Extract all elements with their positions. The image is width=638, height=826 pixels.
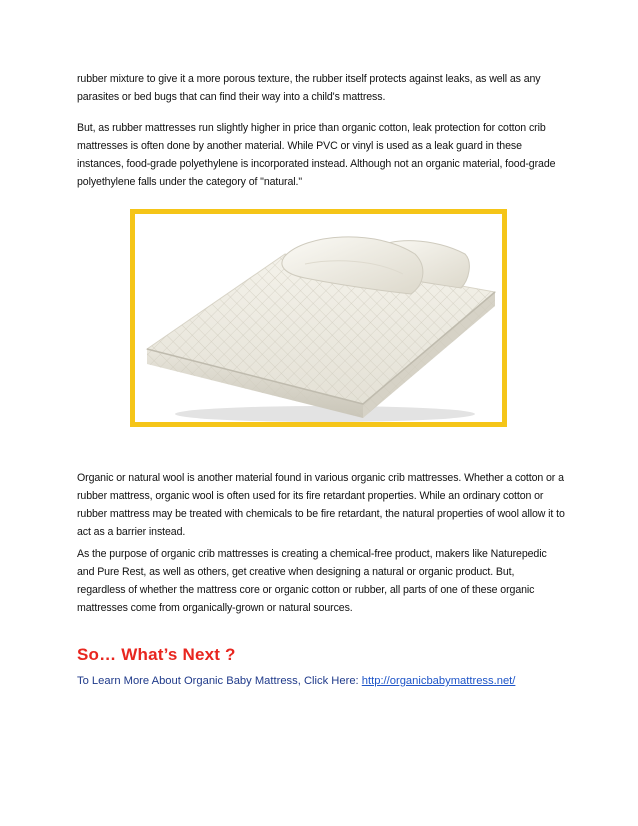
- organic-baby-mattress-link[interactable]: http://organicbabymattress.net/: [361, 675, 516, 687]
- paragraph-chemical-free: As the purpose of organic crib mattresses is creating a chemical-free product, makers like Naturepedic and Pure Rest, as well as others, get creative when designing a natural or organic product. But, regardless of whether the mattress core or organic cotton or rubber, all parts of one of these organic mattresses come from organically-grown or natural sources.: [77, 548, 547, 614]
- paragraph-polyethylene: But, as rubber mattresses run slightly higher in price than organic cotton, leak protection for cotton crib mattresses is often done by another material. While PVC or vinyl is used as a leak guard in these instances, food-grade polyethylene is incorporated instead. Although not an organic material, food-grade polyethylene falls under the category of "natural.": [77, 122, 556, 188]
- mattress-with-pillows-icon: [135, 214, 502, 422]
- section-heading: So… What’s Next ?: [77, 645, 236, 664]
- paragraph-rubber-leak-protection: rubber mixture to give it a more porous texture, the rubber itself protects against leaks, as well as any parasites or bed bugs that can find their way into a child's mattress.: [77, 73, 541, 103]
- cta-text: To Learn More About Organic Baby Mattress, Click Here:: [77, 675, 362, 687]
- paragraph-organic-wool: Organic or natural wool is another material found in various organic crib mattresses. Whether a cotton or a rubber mattress, organic wool is often used for its fire retardant properties. While an ordinary cotton or rubber mattress may be treated with chemicals to be fire retardant, the natural properties of wool allow it to act as a barrier instead.: [77, 472, 565, 538]
- mattress-image: [130, 209, 507, 427]
- cta-line: [77, 673, 515, 689]
